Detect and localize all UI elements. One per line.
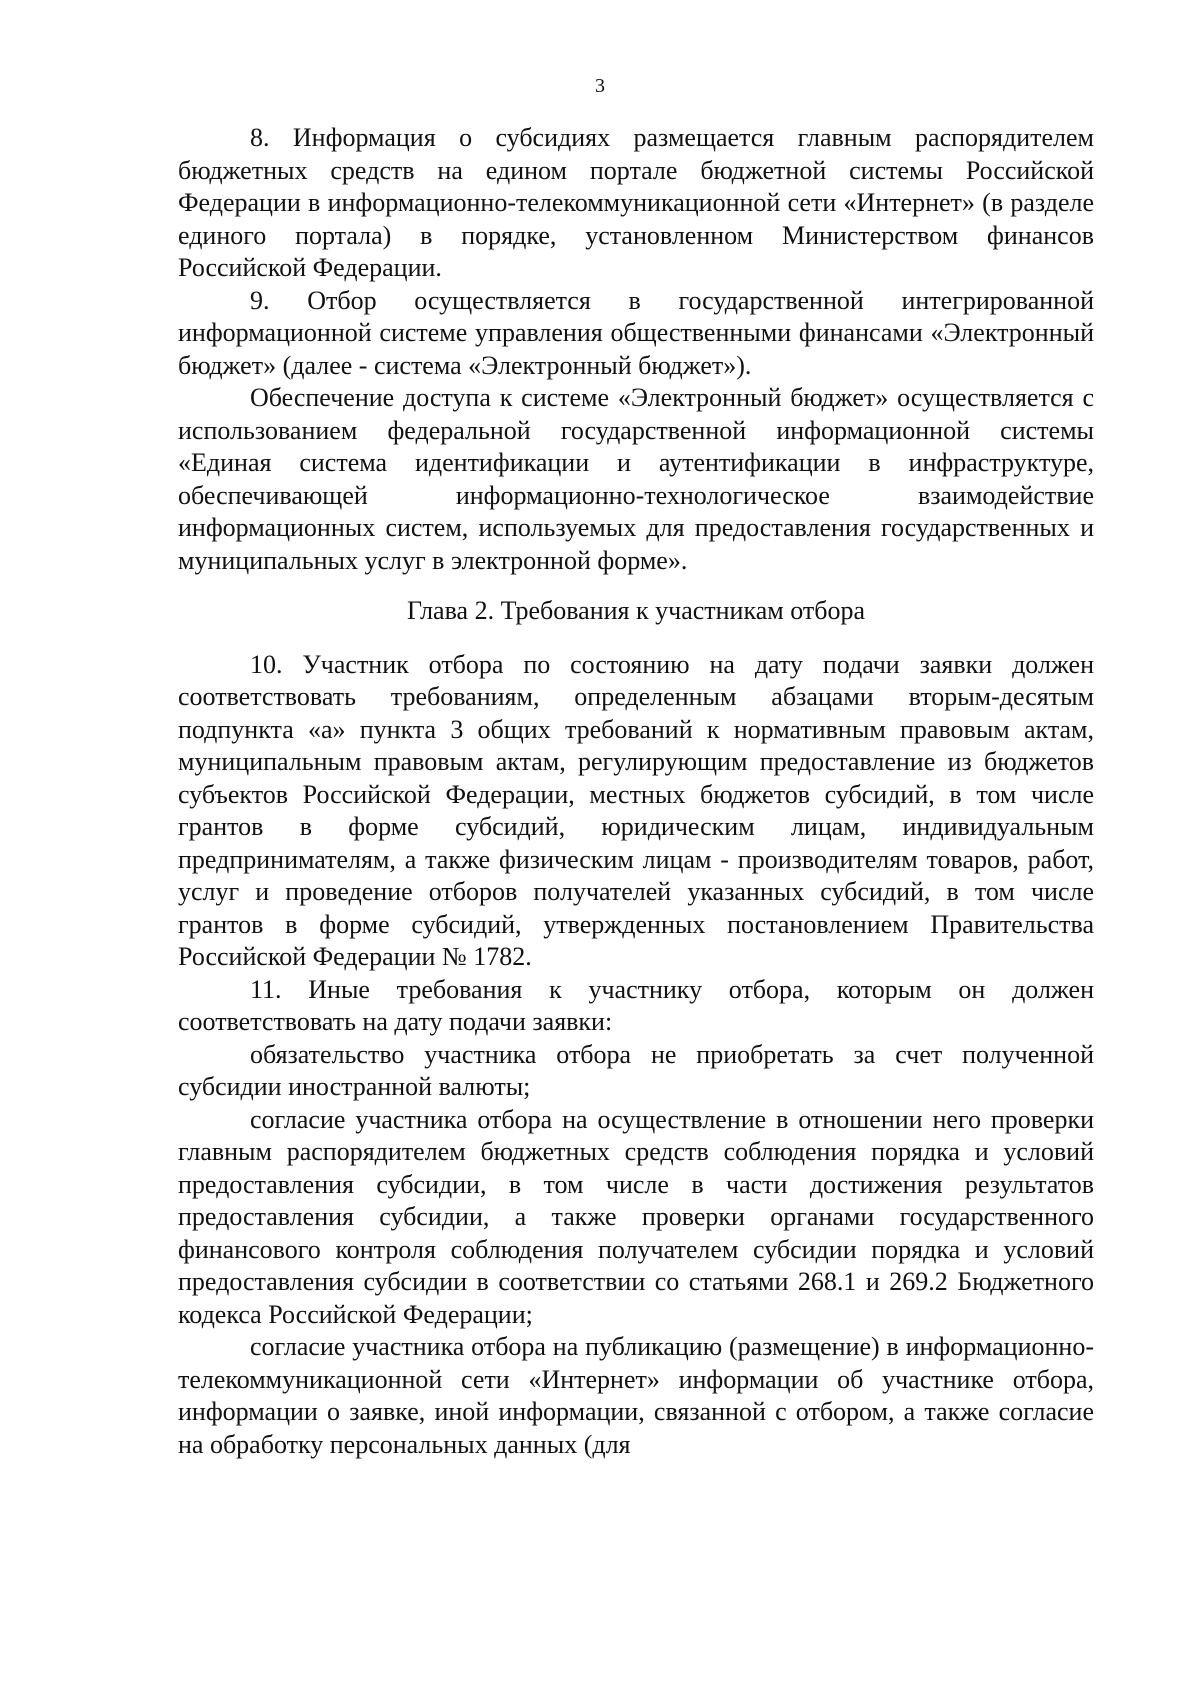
paragraph-10: 10. Участник отбора по состоянию на дату подачи заявки должен соответствовать требованиям, определенным абзацами вторым-десятым подпункта «а» пункта 3 общих требований к нормативным правовым актам, муниципальным правовым актам, регулирующим предоставление из бюджетов субъектов Российской Федерации, местных бюджетов субсидий, в том числе грантов в форме субсидий, юридическим лицам, индивидуальным предпринимателям, а также физическим лицам - производителям товаров, работ, услуг и проведение отборов получателей указанных субсидий, в том числе грантов в форме субсидий, утвержденных постановлением Правительства Российской Федерации № 1782. (178, 649, 1094, 971)
paragraph-11-publication-consent: согласие участника отбора на публикацию (размещение) в информационно-телекоммуникационной сети «Интернет» информации об участнике отбора, информации о заявке, иной информации, связанной с отбором, а также согласие на обработку персональных данных (для (178, 1332, 1094, 1459)
paragraph-11: 11. Иные требования к участнику отбора, которым он должен соответствовать на дату подачи заявки: (178, 974, 1094, 1036)
paragraph-9: 9. Отбор осуществляется в государственной интегрированной информационной системе управления общественными финансами «Электронный бюджет» (далее - система «Электронный бюджет»). (178, 285, 1094, 380)
chapter-heading: Глава 2. Требования к участникам отбора (407, 596, 865, 625)
paragraph-9-access: Обеспечение доступа к системе «Электронный бюджет» осуществляется с использованием федеральной государственной информационной системы «Единая система идентификации и аутентификации в инфраструктуре, обеспечивающей информационно-технологическое взаимодействие информационных систем, используемых для предоставления государственных и муниципальных услуг в электронной форме». (178, 383, 1094, 575)
paragraph-11-currency: обязательство участника отбора не приобретать за счет полученной субсидии иностранной валюты; (178, 1039, 1094, 1101)
paragraph-8: 8. Информация о субсидиях размещается главным распорядителем бюджетных средств на едином портале бюджетной системы Российской Федерации в информационно-телекоммуникационной сети «Интернет» (в разделе единого портала) в порядке, установленном Министерством финансов Российской Федерации. (178, 123, 1094, 282)
document-body (178, 122, 1094, 1461)
paragraph-11-audit-consent: согласие участника отбора на осуществление в отношении него проверки главным распорядителем бюджетных средств соблюдения порядка и условий предоставления субсидии, в том числе в части достижения результатов предоставления субсидии, а также проверки органами государственного финансового контроля соблюдения получателем субсидии порядка и условий предоставления субсидии в соответствии со статьями 268.1 и 269.2 Бюджетного кодекса Российской Федерации; (178, 1104, 1094, 1329)
page-number: 3 (595, 75, 605, 97)
